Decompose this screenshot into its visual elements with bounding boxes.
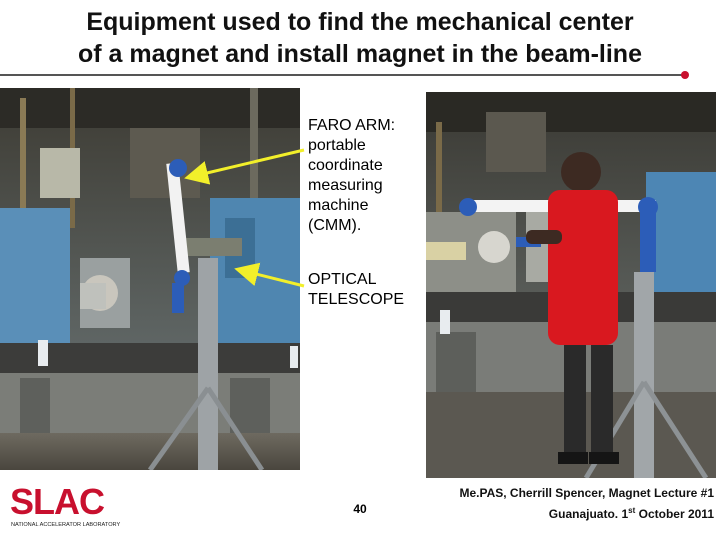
footer-credit-line-2 xyxy=(430,502,714,523)
lab-photo-right xyxy=(426,92,716,478)
slide-title-line-1: Equipment used to find the mechanical center xyxy=(86,8,634,36)
faro-label-line: portable xyxy=(308,137,366,154)
slac-logo-subtext: NATIONAL ACCELERATOR LABORATORY xyxy=(11,522,121,528)
faro-label-line: (CMM). xyxy=(308,217,362,234)
slide-title-line-2: of a magnet and install magnet in the beam-line xyxy=(78,40,642,68)
faro-label-line: machine xyxy=(308,197,369,214)
slide-title xyxy=(0,6,720,70)
telescope-label-line: OPTICAL xyxy=(308,271,377,288)
footer-credit xyxy=(430,484,714,523)
title-divider xyxy=(0,74,684,76)
footer-credit-line-1: Me.PAS, Cherrill Spencer, Magnet Lecture #1 xyxy=(459,486,714,500)
footer-credit-prefix: Guanajuato. 1 xyxy=(548,507,629,521)
telescope-label-line: TELESCOPE xyxy=(308,291,405,308)
slac-logo xyxy=(8,482,136,530)
page-number: 40 xyxy=(353,502,367,516)
faro-label-line: measuring xyxy=(308,177,383,194)
faro-label-line: FARO ARM: xyxy=(308,117,396,134)
lab-photo-left xyxy=(0,88,300,470)
footer-credit-sup: st xyxy=(628,506,636,515)
faro-label-line: coordinate xyxy=(308,157,383,174)
optical-telescope-label xyxy=(308,270,426,310)
slac-logo-text: SLAC xyxy=(10,482,104,522)
faro-arm-label xyxy=(308,116,420,236)
footer-credit-suffix: October 2011 xyxy=(635,507,714,521)
title-divider-dot xyxy=(681,71,689,79)
